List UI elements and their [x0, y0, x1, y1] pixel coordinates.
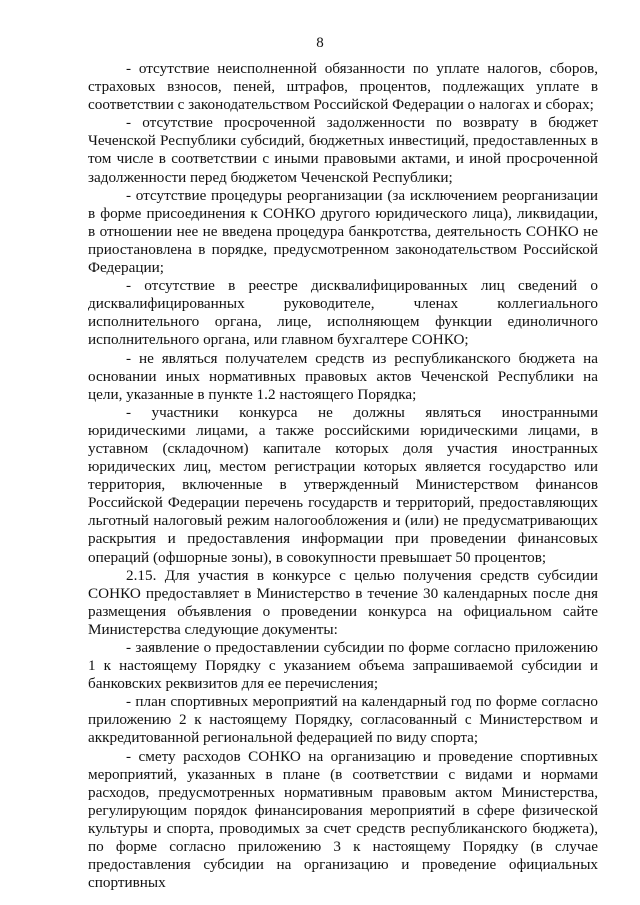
paragraph-sports-plan: - план спортивных мероприятий на календарный год по форме согласно приложению 2 к настоящему Порядку, согласованный с Министерством и аккредитованной региональной федерацией по виду спорта;	[88, 693, 598, 747]
paragraph-foreign-entities: - участники конкурса не должны являться иностранными юридическими лицами, а также российскими юридическими лицами, в уставном (складочном) капитале которых доля участия иностранных юридических лиц, местом регистрации которых является государство или территория, включенные в утвержденный Министерством финансов Российской Федерации перечень государств и территорий, предоставляющих льготный налоговый режим налогообложения и (или) не предусматривающих раскрытия и предоставления информации при проведении финансовых операций (офшорные зоны), в совокупности превышает 50 процентов;	[88, 403, 598, 566]
paragraph-section-2-15: 2.15. Для участия в конкурсе с целью получения средств субсидии СОНКО предоставляет в Министерство в течение 30 календарных после дня размещения объявления о проведении конкурса на официальном сайте Министерства следующие документы:	[88, 566, 598, 638]
paragraph-expense-estimate: - смету расходов СОНКО на организацию и проведение спортивных мероприятий, указанных в плане (в соответствии с видами и нормами расходов, предусмотренных нормативным правовым актом Министерства, регулирующим порядок финансирования мероприятий в сфере физической культуры и спорта, проводимых за счет средств республиканского бюджета), по форме согласно приложению 3 к настоящему Порядку (в случае предоставления субсидии на организацию и проведение официальных спортивных	[88, 747, 598, 892]
paragraph-tax-obligation: - отсутствие неисполненной обязанности по уплате налогов, сборов, страховых взносов, пеней, штрафов, процентов, подлежащих уплате в соответствии с законодательством Российской Федерации о налогах и сборах;	[88, 60, 598, 114]
page-number: 8	[316, 35, 324, 51]
paragraph-reorganization: - отсутствие процедуры реорганизации (за исключением реорганизации в форме присоединения к СОНКО другого юридического лица), ликвидации, в отношении нее не введена процедура банкротства, деятельность СОНКО не приостановлена в порядке, предусмотренном законодательством Российской Федерации;	[88, 186, 598, 277]
document-body	[88, 60, 598, 892]
paragraph-disqualified-persons: - отсутствие в реестре дисквалифицированных лиц сведений о дисквалифицированных руководителе, членах коллегиального исполнительного органа, лице, исполняющем функции единоличного исполнительного органа, или главном бухгалтере СОНКО;	[88, 277, 598, 349]
paragraph-application: - заявление о предоставлении субсидии по форме согласно приложению 1 к настоящему Порядку с указанием объема запрашиваемой субсидии и банковских реквизитов для ее перечисления;	[88, 639, 598, 693]
paragraph-overdue-debt: - отсутствие просроченной задолженности по возврату в бюджет Чеченской Республики субсидий, бюджетных инвестиций, предоставленных в том числе в соответствии с иными правовыми актами, и иной просроченной задолженности перед бюджетом Чеченской Республики;	[88, 114, 598, 186]
paragraph-not-recipient: - не являться получателем средств из республиканского бюджета на основании иных нормативных правовых актов Чеченской Республики на цели, указанные в пункте 1.2 настоящего Порядка;	[88, 349, 598, 403]
